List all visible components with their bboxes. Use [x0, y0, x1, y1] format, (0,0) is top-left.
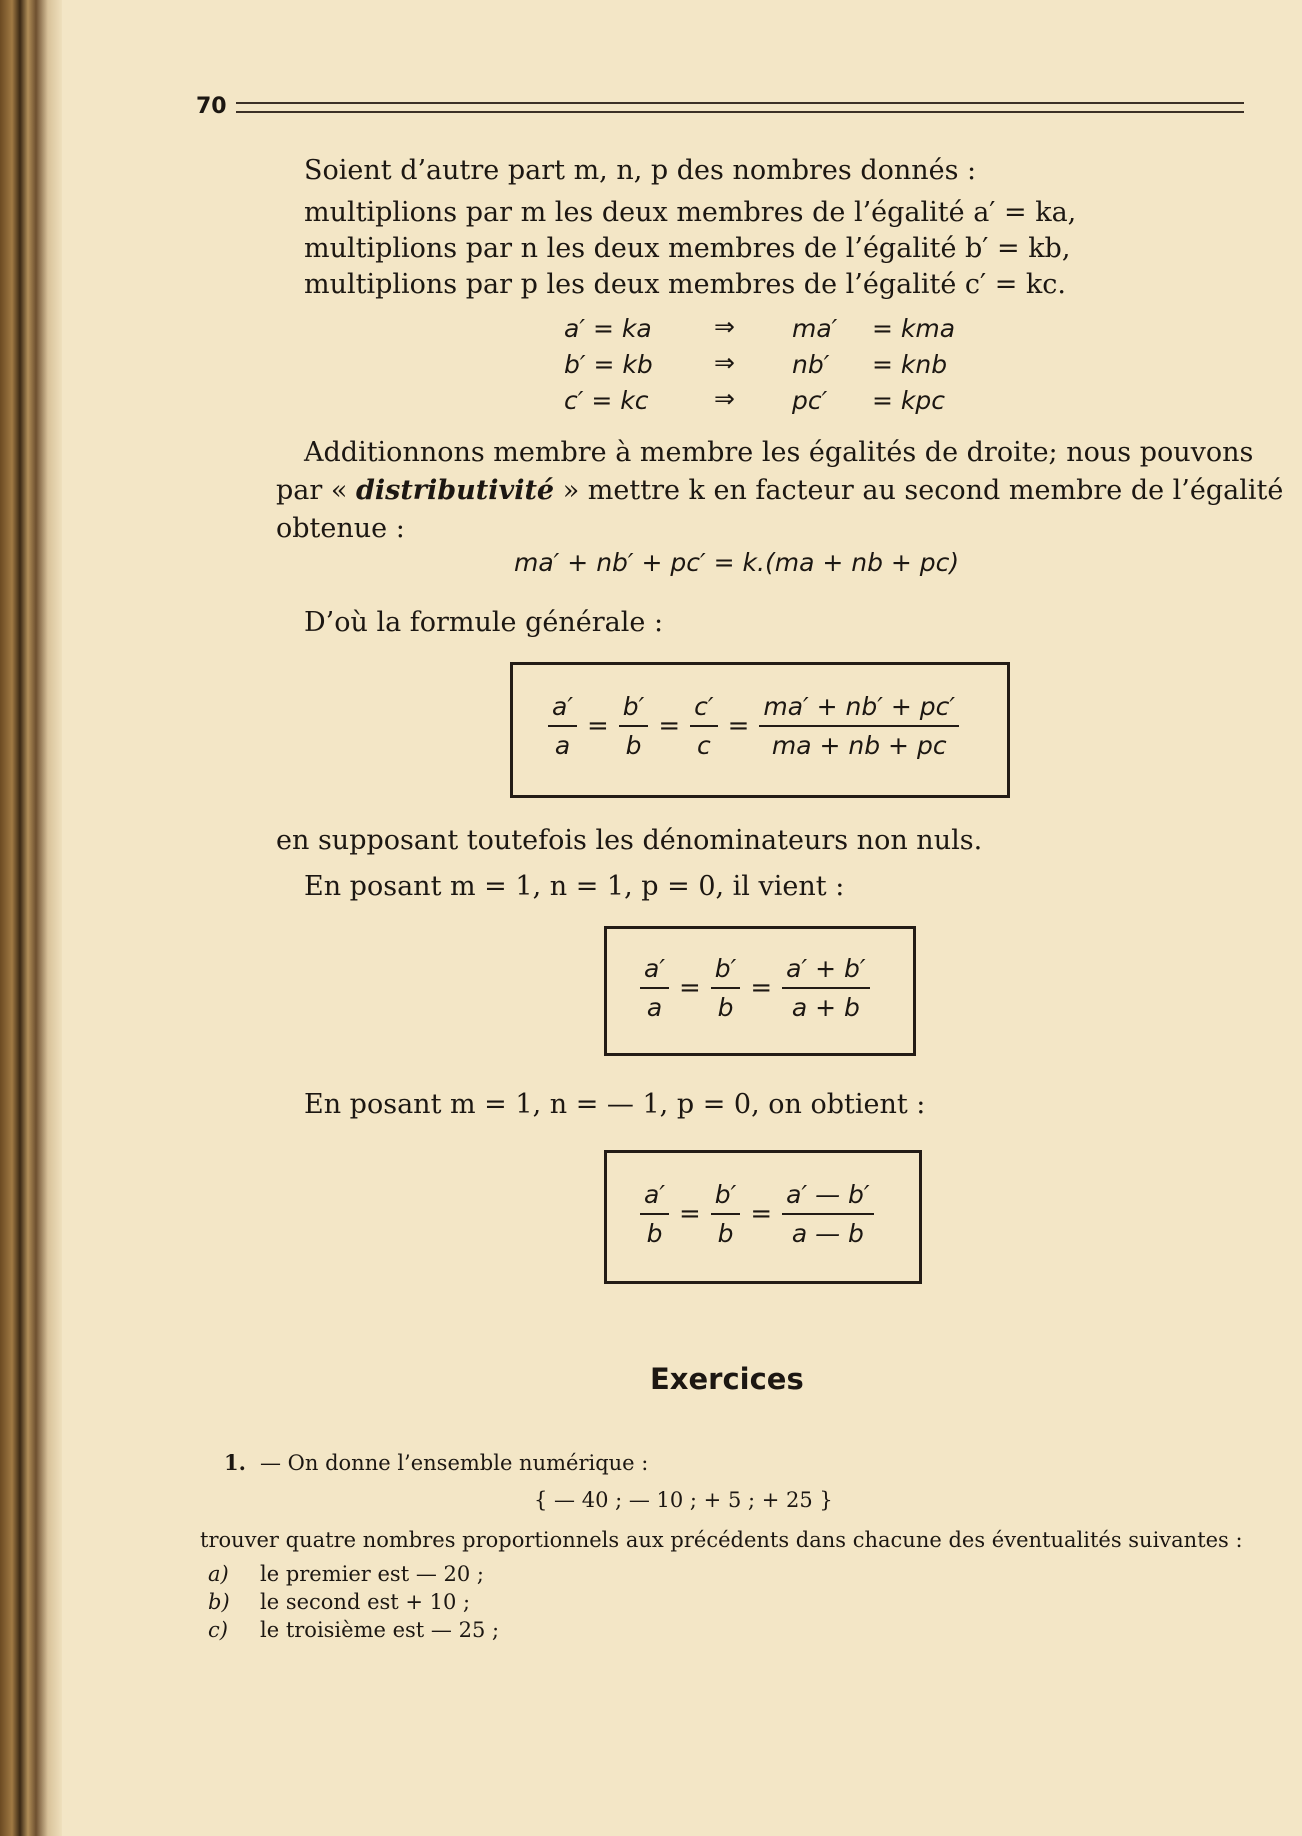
case-text: le premier est — 20 ; — [260, 1562, 484, 1586]
exercise-question: trouver quatre nombres proportionnels aux précédents dans chacune des éventualités suivantes : — [200, 1528, 1243, 1552]
case-text: le troisième est — 25 ; — [260, 1618, 500, 1642]
case-label: b) — [208, 1590, 230, 1614]
implication-mid: pc′ — [792, 386, 828, 415]
fraction: $\frac{a' + b'}{a + b}$ — [782, 954, 869, 1022]
implication-arrow: ⇒ — [714, 384, 735, 413]
implication-mid: nb′ — [792, 350, 830, 379]
add-paragraph-line1: Additionnons membre à membre les égalités de droite; nous pouvons — [304, 437, 1254, 468]
fraction: $\frac{b'}{b}$ — [711, 1180, 741, 1248]
add-paragraph-line3: obtenue : — [276, 513, 405, 544]
exercise-number-set: { — 40 ; — 10 ; + 5 ; + 25 } — [534, 1488, 833, 1512]
exercises-title: Exercices — [650, 1362, 804, 1396]
fraction: $\frac{a' — b'}{a — b}$ — [782, 1180, 873, 1248]
fraction: $\frac{c'}{c}$ — [690, 692, 717, 760]
book-binding-edge — [0, 0, 62, 1836]
implication-mid: ma′ — [792, 314, 838, 343]
multiply-line-n: multiplions par n les deux membres de l’égalité b′ = kb, — [304, 233, 1071, 264]
intro-line: Soient d’autre part m, n, p des nombres donnés : — [304, 155, 977, 186]
implication-right: = kma — [872, 314, 956, 343]
fraction: $\frac{a'}{a}$ — [548, 692, 577, 760]
fraction: $\frac{ma' + nb' + pc'}{ma + nb + pc}$ — [759, 692, 959, 760]
fraction: $\frac{a'}{b}$ — [640, 1180, 669, 1248]
case1-formula: $\frac{a'}{a}$ = $\frac{b'}{b}$ = $\frac{a' + b'}{a + b}$ — [636, 954, 874, 1022]
multiply-line-p: multiplions par p les deux membres de l’égalité c′ = kc. — [304, 269, 1066, 300]
exercise-number: 1. — [224, 1450, 246, 1475]
fraction: $\frac{b'}{b}$ — [711, 954, 741, 1022]
condition-line: en supposant toutefois les dénominateurs non nuls. — [276, 825, 983, 856]
implication-left: b′ = kb — [564, 350, 653, 379]
implication-right: = knb — [872, 350, 948, 379]
multiply-line-m: multiplions par m les deux membres de l’égalité a′ = ka, — [304, 197, 1077, 228]
general-formula: $\frac{a'}{a}$ = $\frac{b'}{b}$ = $\frac{c'}{c}$ = $\frac{ma' + nb' + pc'}{ma + nb + pc}$ — [544, 692, 963, 760]
case2-line: En posant m = 1, n = — 1, p = 0, on obtient : — [304, 1089, 926, 1120]
fraction: $\frac{a'}{a}$ — [640, 954, 669, 1022]
implication-left: a′ = ka — [564, 314, 652, 343]
case-label: a) — [208, 1562, 229, 1586]
case-label: c) — [208, 1618, 228, 1642]
exercise-statement: — On donne l’ensemble numérique : — [260, 1451, 649, 1475]
implication-left: c′ = kc — [564, 386, 649, 415]
general-formula-intro: D’où la formule générale : — [304, 607, 664, 638]
sum-formula: ma′ + nb′ + pc′ = k.(ma + nb + pc) — [514, 548, 960, 577]
implication-right: = kpc — [872, 386, 945, 415]
implication-arrow: ⇒ — [714, 348, 735, 377]
implication-arrow: ⇒ — [714, 312, 735, 341]
page-number: 70 — [196, 94, 227, 119]
fraction: $\frac{b'}{b}$ — [619, 692, 649, 760]
case2-formula: $\frac{a'}{b}$ = $\frac{b'}{b}$ = $\frac{a' — b'}{a — b}$ — [636, 1180, 878, 1248]
case-text: le second est + 10 ; — [260, 1590, 471, 1614]
header-rule — [236, 102, 1244, 113]
case1-line: En posant m = 1, n = 1, p = 0, il vient : — [304, 871, 845, 902]
add-paragraph-line2: par « distributivité » mettre k en facteur au second membre de l’égalité — [276, 475, 1284, 506]
